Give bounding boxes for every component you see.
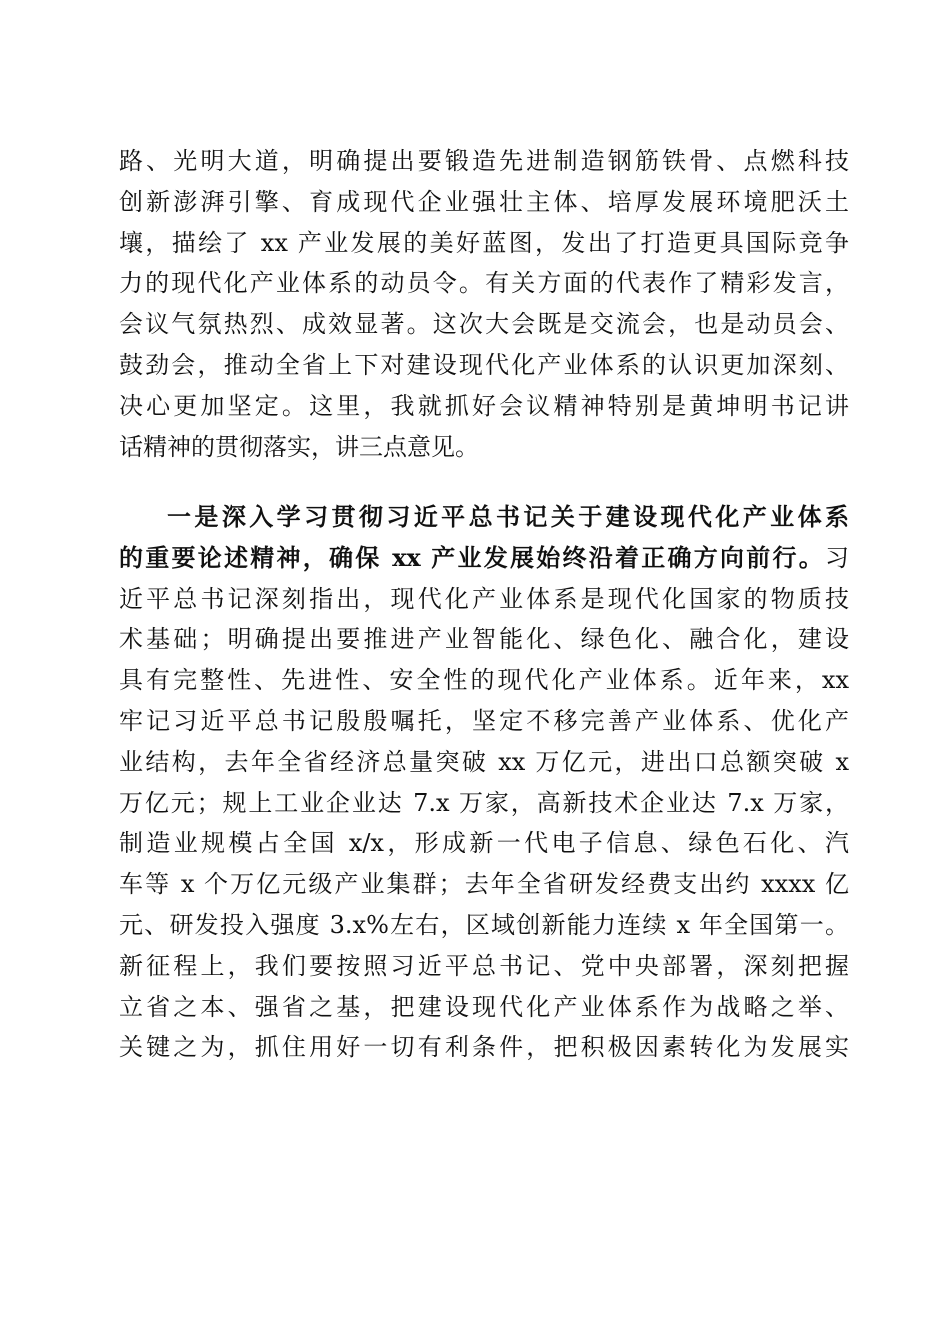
paragraph-2-line: 牢记习近平总书记殷殷嘱托，坚定不移完善产业体系、优化产	[119, 706, 849, 735]
paragraph-1-line: 鼓劲会，推动全省上下对建设现代化产业体系的认识更加深刻、	[119, 350, 849, 379]
paragraph-1-line: 会议气氛热烈、成效显著。这次大会既是交流会，也是动员会、	[119, 310, 849, 339]
paragraph-2-line: 万亿元；规上工业企业达 7.x 万家，高新技术企业达 7.x 万家，	[119, 788, 849, 817]
paragraph-2-line: 车等 x 个万亿元级产业集群；去年全省研发经费支出约 xxxx 亿	[119, 870, 849, 899]
paragraph-2	[119, 497, 849, 1068]
paragraph-2-line: 业结构，去年全省经济总量突破 xx 万亿元，进出口总额突破 x	[119, 747, 849, 776]
paragraph-2-line: 近平总书记深刻指出，现代化产业体系是现代化国家的物质技	[119, 584, 849, 613]
paragraph-2-line: 立省之本、强省之基，把建设现代化产业体系作为战略之举、	[119, 992, 849, 1021]
paragraph-2-line: 具有完整性、先进性、安全性的现代化产业体系。近年来，xx	[119, 666, 849, 695]
paragraph-2-heading-bold-text: 的重要论述精神，确保 xx 产业发展始终沿着正确方向前行。	[119, 542, 825, 572]
paragraph-1	[119, 141, 849, 467]
paragraph-1-line: 决心更加坚定。这里，我就抓好会议精神特别是黄坤明书记讲	[119, 391, 849, 420]
paragraph-2-heading-rest-text: 习	[825, 543, 849, 572]
paragraph-1-line: 创新澎湃引擎、育成现代企业强壮主体、培厚发展环境肥沃土	[119, 187, 849, 216]
paragraph-2-heading-line	[119, 538, 849, 579]
paragraph-2-line: 关键之为，抓住用好一切有利条件，把积极因素转化为发展实	[119, 1033, 849, 1062]
paragraph-2-line: 新征程上，我们要按照习近平总书记、党中央部署，深刻把握	[119, 951, 849, 980]
paragraph-2-line: 术基础；明确提出要推进产业智能化、绿色化、融合化，建设	[119, 625, 849, 654]
paragraph-1-line: 壤，描绘了 xx 产业发展的美好蓝图，发出了打造更具国际竞争	[119, 228, 849, 257]
paragraph-1-line: 路、光明大道，明确提出要锻造先进制造钢筋铁骨、点燃科技	[119, 147, 849, 175]
paragraph-1-line: 话精神的贯彻落实，讲三点意见。	[119, 432, 479, 461]
paragraph-2-heading-line: 一是深入学习贯彻习近平总书记关于建设现代化产业体系	[167, 502, 849, 531]
paragraph-2-line: 制造业规模占全国 x/x，形成新一代电子信息、绿色石化、汽	[119, 829, 849, 858]
paragraph-1-line: 力的现代化产业体系的动员令。有关方面的代表作了精彩发言，	[119, 269, 849, 298]
paragraph-2-line: 元、研发投入强度 3.x%左右，区域创新能力连续 x 年全国第一。	[119, 910, 849, 939]
